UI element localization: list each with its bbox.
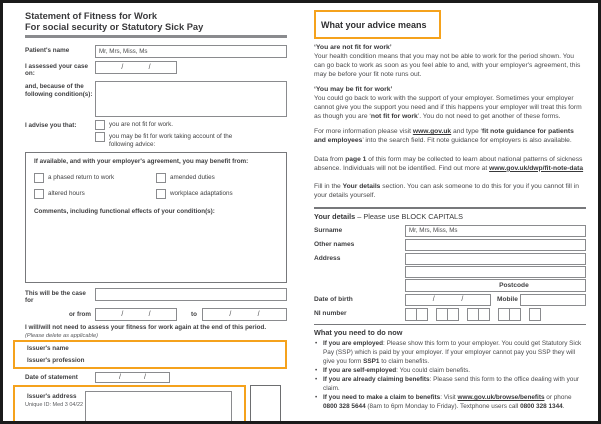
issuer-address-row [25,385,287,424]
other-names-label: Other names [314,240,355,248]
ni-group [498,308,521,321]
date-separator: / [121,311,124,319]
may-be-fit-section-heading: ‘You may be fit for work’ [314,85,393,93]
comments-label: Comments, including functional effects of your condition(s): [34,207,215,215]
date-separator: / [229,311,232,319]
link-fit-note-data[interactable]: www.gov.uk/dwp/fit-note-data [489,164,584,172]
bullet-mark: • [315,367,318,375]
benefit-options-grid [34,173,278,199]
date-separator: / [432,296,435,304]
title-divider [25,35,287,38]
mobile-input[interactable] [520,294,586,306]
bullet-make-claim [314,393,586,411]
advice-row-2 [25,132,287,149]
not-fit-section-heading: ‘You are not fit for work’ [314,44,392,51]
advice-label-spacer [25,132,95,134]
ni-cell-input[interactable] [509,308,521,321]
other-names-row [314,239,586,251]
advice-heading-highlight-box [314,10,441,39]
ni-number-inputs [405,308,541,321]
to-date-input[interactable] [202,308,287,321]
issuer-address-highlight-box [13,385,246,424]
ni-group [436,308,459,321]
condition-textarea[interactable] [95,81,287,117]
date-separator: / [119,374,121,382]
date-of-statement-row [25,372,287,383]
address-line1-input[interactable] [405,253,586,265]
issuer-highlight-box [13,340,287,370]
comments-area[interactable] [34,216,278,266]
stamp-box[interactable] [250,385,281,424]
to-label: to [191,311,197,319]
altered-hours-label: altered hours [48,189,85,197]
bullet-claiming-benefits-text: If you are already claiming benefits: Please send this form to the office dealing with your claim. [323,376,579,393]
checkbox-altered-hours[interactable] [34,189,44,199]
what-now-heading: What you need to do now [314,328,403,338]
address-row [314,253,586,292]
issuer-address-label: Issuer's address [27,393,77,401]
ni-number-row [314,308,586,321]
issuer-profession-label: Issuer's profession [27,356,85,364]
bullet-mark: • [315,394,318,402]
ni-number-label: NI number [314,309,347,317]
statement-column [3,3,302,421]
delete-as-applicable-note: (Please delete as applicable) [25,332,99,339]
case-for-input[interactable] [95,288,287,301]
patient-name-input[interactable] [95,45,287,58]
bullet-make-claim-text: If you need to make a claim to benefits: Visit www.gov.uk/browse/benefits or phone 0800 328 5644 (8am to 6pm Monday to Friday). Textphone users call 0800 328 1344. [323,394,572,411]
date-separator: / [144,374,146,382]
issuer-name-label: Issuer's name [27,344,69,352]
phased-return-label: a phased return to work [48,173,115,181]
address-label: Address [314,254,341,262]
benefit-option [156,173,278,183]
case-for-row [25,288,287,306]
patient-name-value: Mr, Mrs, Miss, Ms [99,47,148,55]
date-of-statement-label: Date of statement [25,374,78,382]
or-from-label: or from [68,311,91,319]
checkbox-may-be-fit-for-work[interactable] [95,132,105,142]
assessed-date-row [25,61,287,79]
what-now-divider [314,324,586,326]
may-be-fit-option-label: you may be fit for work taking account of the following advice: [109,133,233,148]
checkbox-not-fit-for-work[interactable] [95,120,105,130]
assess-again-statement: I will/will not need to assess your fitness for work again at the end of this period. [25,324,267,332]
surname-value: Mr, Mrs, Miss, Ms [409,227,458,235]
more-information-paragraph: For more information please visit www.gov.uk and type ‘fit note guidance for patients and employees’ into the search field. Fit note guidance for employers is also available. [314,128,574,145]
address-inputs [405,253,586,292]
ni-cell-input[interactable] [416,308,428,321]
link-browse-benefits[interactable]: www.gov.uk/browse/benefits [457,394,545,402]
not-fit-section-body: Your health condition means that you may not be able to work for the period shown. You can go back to work as soon as you feel able to and, with your employer's agreement, this may be before your fit note runs out. [314,53,581,79]
date-separator: / [461,296,464,304]
checkbox-phased-return[interactable] [34,173,44,183]
postcode-label: Postcode [499,281,529,289]
postcode-input[interactable] [405,279,586,292]
dob-mobile-row [314,294,586,306]
condition-label: and, because of the following condition(s): [25,83,93,98]
not-fit-option-label: you are not fit for work. [109,121,174,129]
fill-in-details-paragraph: Fill in the Your details section. You can ask someone to do this for you if you cannot fill in your details yourself. [314,183,579,200]
advice-column [302,3,598,421]
issuer-address-input[interactable] [85,391,232,424]
ni-cell-input[interactable] [478,308,490,321]
mobile-label: Mobile [497,295,518,303]
link-govuk[interactable]: www.gov.uk [412,128,452,136]
ni-cell-input[interactable] [447,308,459,321]
benefit-option [156,189,278,199]
date-separator: / [148,311,151,319]
benefit-option [34,173,156,183]
unique-id-text: Unique ID: Med 3 04/22 [25,402,84,408]
benefit-option [34,189,156,199]
advice-label: I advise you that: [25,122,77,130]
condition-row [25,81,287,117]
ni-group [529,308,541,321]
your-details-heading: Your details – Please use BLOCK CAPITALS [314,211,463,221]
patient-name-row [25,45,287,58]
bullet-claiming-benefits [314,375,586,393]
advice-heading: What your advice means [321,20,427,30]
advice-row-1 [25,120,287,130]
other-names-input[interactable] [405,239,586,251]
employer-agreement-box [25,152,287,283]
address-line2-input[interactable] [405,266,586,278]
checkbox-amended-duties[interactable] [156,173,166,183]
bullet-employed-text: If you are employed: Please show this form to your employer. You could get Statutory Sick Pay (SSP) which is paid by your employer. If your employer cannot pay you SSP they will give you form SSP1 to claim benefits. [323,340,582,366]
bullet-employed [314,339,586,366]
dob-input[interactable] [405,294,491,306]
not-fit-option [95,120,173,130]
from-date-input[interactable] [95,308,177,321]
bullet-self-employed-text: If you are self-employed: You could claim benefits. [323,367,471,375]
date-separator: / [121,63,124,71]
may-be-fit-option [95,132,245,149]
data-collection-paragraph: Data from page 1 of this form may be collected to learn about national patterns of sickness absence. Individuals will not be identified. Find out more at www.gov.uk/dwp/fit-note-data [314,155,584,172]
assessed-date-label: I assessed your case on: [25,62,89,78]
bullet-mark: • [315,340,318,348]
period-row [25,308,287,321]
surname-label: Surname [314,226,343,234]
date-of-statement-input[interactable] [95,372,170,383]
ni-group [405,308,428,321]
amended-duties-label: amended duties [170,173,215,181]
date-separator: / [257,311,260,319]
bullet-mark: • [315,376,318,384]
form-title-line2: For social security or Statutory Sick Pay [25,21,204,32]
your-details-divider [314,207,586,209]
bullet-self-employed [314,366,586,375]
benefit-heading: If available, and with your employer's agreement, you may benefit from: [34,157,249,165]
ni-cell-input[interactable] [529,308,541,321]
checkbox-workplace-adaptations[interactable] [156,189,166,199]
may-be-fit-section-body: You could go back to work with the support of your employer. Sometimes your employer cannot give you the support you need and if this happens your employer will treat this form as though you are ‘not fit for work’. You do not need to get another of these forms. [314,94,582,121]
surname-row [314,225,586,237]
dob-label: Date of birth [314,295,353,303]
date-separator: / [148,63,151,71]
patient-name-label: Patient's name [25,46,70,54]
ni-group [467,308,490,321]
surname-input[interactable] [405,225,586,237]
workplace-adaptations-label: workplace adaptations [170,189,233,197]
assessed-date-input[interactable] [95,61,177,74]
form-title-line1: Statement of Fitness for Work [25,11,158,21]
case-for-label: This will be the case for [25,289,86,305]
